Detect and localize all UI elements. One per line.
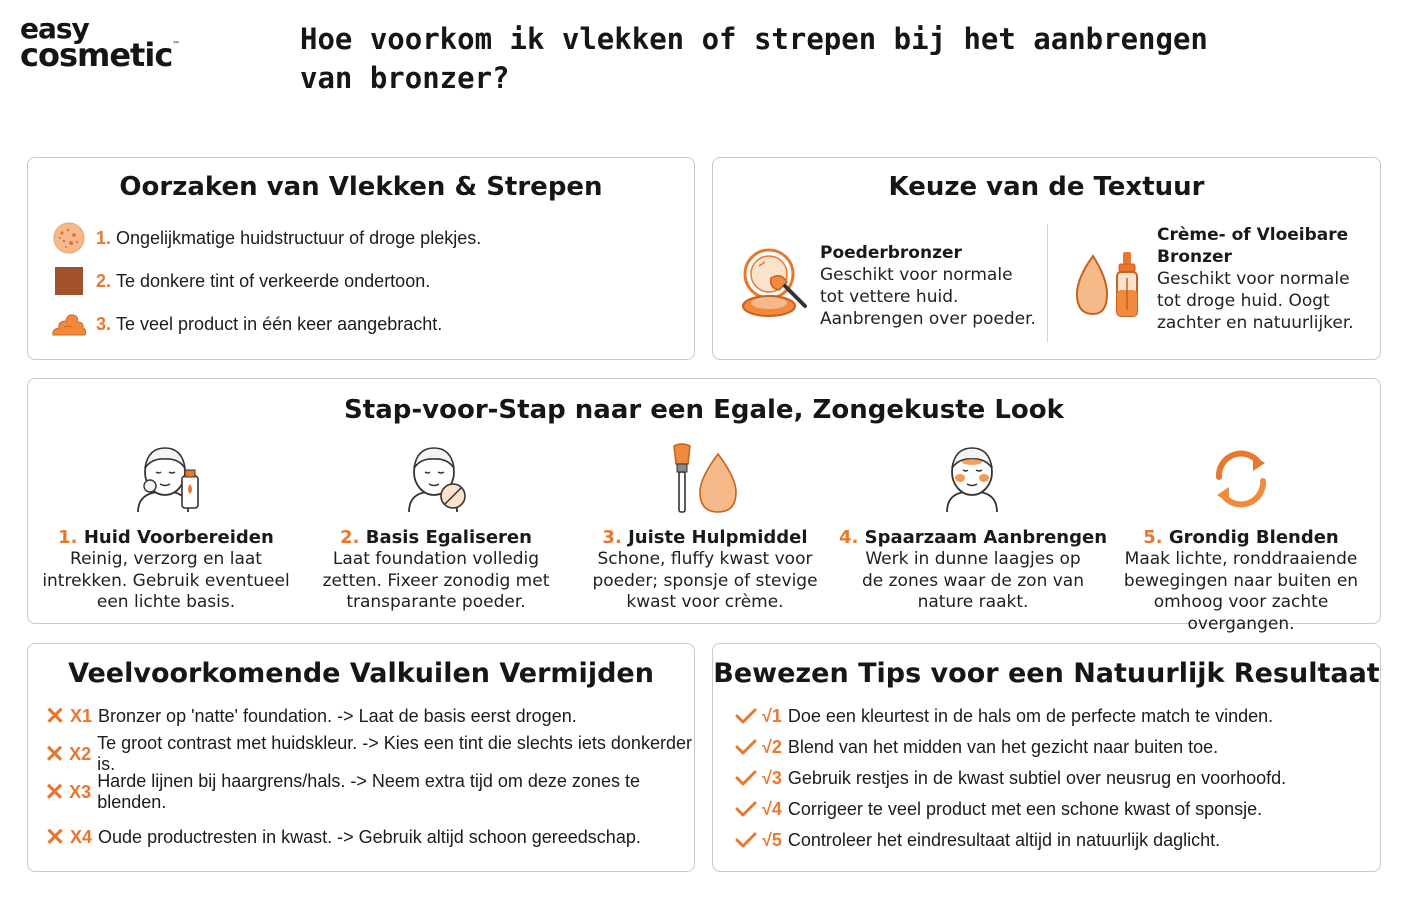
cause-item — [50, 263, 430, 299]
step-item — [570, 437, 840, 614]
powder-bronzer-info — [820, 242, 1040, 330]
powder-desc-line: Geschikt voor normale — [820, 265, 1013, 285]
cause-item — [50, 220, 481, 256]
pitfall-code: X1 — [70, 705, 93, 726]
cream-name-line: Bronzer — [1157, 247, 1232, 267]
step-desc-line: een lichte basis. — [96, 592, 236, 612]
skin-texture-icon — [50, 221, 88, 255]
cross-icon: ✕ — [44, 778, 65, 806]
page-title: Hoe voorkom ik vlekken of strepen bij het aanbrengen van bronzer? — [300, 22, 1208, 95]
face-puff-icon — [301, 437, 571, 521]
check-icon — [733, 766, 759, 790]
step-title: Spaarzaam Aanbrengen — [864, 527, 1108, 548]
pitfalls-panel — [27, 643, 695, 872]
tip-item — [733, 733, 1218, 761]
cause-text: Ongelijkmatige huidstructuur of droge plekjes. — [116, 227, 482, 248]
cause-text: Te donkere tint of verkeerde ondertoon. — [116, 270, 431, 291]
steps-panel — [27, 378, 1381, 634]
product-pile-icon — [50, 307, 88, 341]
step-desc-line: nature raakt. — [917, 592, 1029, 612]
tip-text: Blend van het midden van het gezicht naar buiten toe. — [787, 736, 1219, 757]
tip-code: √5 — [762, 829, 782, 850]
pitfall-item — [42, 771, 694, 812]
step-heading — [1106, 527, 1376, 549]
tip-item — [733, 702, 1273, 730]
tip-text: Corrigeer te veel product met een schone kwast of sponsje. — [787, 798, 1263, 819]
step-desc-line: transparante poeder. — [346, 592, 526, 612]
sponge-dropper-icon — [1073, 248, 1147, 328]
step-heading — [838, 527, 1108, 549]
step-number: 4. — [838, 527, 859, 548]
tip-text: Controleer het eindresultaat altijd in natuurlijk daglicht. — [787, 829, 1221, 850]
cream-bronzer-info — [1157, 224, 1377, 334]
step-number: 3. — [602, 527, 622, 548]
tips-panel — [712, 643, 1381, 872]
causes-panel — [27, 157, 695, 360]
pitfall-text: Te groot contrast met huidskleur. -> Kies een tint die slechts iets donkerder is. — [97, 733, 692, 774]
cause-text: Te veel product in één keer aangebracht. — [116, 313, 443, 334]
step-item — [31, 437, 301, 614]
pitfall-code: X2 — [69, 743, 92, 764]
tip-item — [733, 795, 1262, 823]
tip-text: Gebruik restjes in de kwast subtiel over neusrug en voorhoofd. — [787, 767, 1287, 788]
brand-line-2 — [20, 36, 190, 75]
cream-desc-line: Geschikt voor normale — [1157, 269, 1350, 289]
step-desc-line: intrekken. Gebruik eventueel — [42, 570, 290, 591]
cream-desc-line: zachter en natuurlijker. — [1157, 313, 1354, 333]
cross-icon: ✕ — [44, 740, 65, 768]
step-desc-line: de zones waar de zon van — [861, 570, 1084, 591]
step-title: Huid Voorbereiden — [83, 527, 274, 548]
check-icon — [733, 828, 759, 852]
step-desc-line: Maak lichte, ronddraaiende — [1124, 549, 1358, 569]
pitfall-item — [42, 701, 577, 731]
step-desc-line: zetten. Fixeer zonodig met — [322, 570, 550, 591]
step-number: 2. — [340, 527, 360, 548]
cream-desc-line: tot droge huid. Oogt — [1157, 291, 1330, 311]
tips-title: Bewezen Tips voor een Natuurlijk Resultaat — [713, 658, 1380, 689]
step-item — [838, 437, 1108, 614]
step-desc-line: Werk in dunne laagjes op — [865, 549, 1081, 569]
check-icon — [733, 797, 759, 821]
texture-divider — [1047, 224, 1048, 342]
tip-text: Doe een kleurtest in de hals om de perfecte match te vinden. — [787, 705, 1274, 726]
step-title: Basis Egaliseren — [365, 527, 532, 548]
compact-brush-icon — [741, 244, 813, 328]
step-number: 1. — [58, 527, 78, 548]
circular-arrows-icon — [1106, 437, 1376, 521]
brush-sponge-icon — [570, 437, 840, 521]
pitfall-code: X4 — [70, 826, 93, 847]
face-cream-icon — [31, 437, 301, 521]
tip-item — [733, 826, 1220, 854]
brand-trademark: ™ — [172, 40, 181, 50]
step-heading — [570, 527, 840, 549]
step-desc-line: Laat foundation volledig — [332, 549, 540, 569]
tip-code: √1 — [762, 705, 782, 726]
pitfall-item — [42, 822, 641, 852]
check-icon — [733, 735, 759, 759]
cause-number: 3. — [96, 313, 112, 334]
pitfall-text: Oude productresten in kwast. -> Gebruik altijd schoon gereedschap. — [98, 826, 641, 847]
brand-line-2-text: cosmetic — [20, 36, 173, 75]
step-desc-line: bewegingen naar buiten en — [1123, 570, 1359, 591]
step-desc-line: omhoog voor zachte overgangen. — [1153, 592, 1329, 634]
cross-icon: ✕ — [44, 823, 66, 851]
tip-code: √3 — [762, 767, 782, 788]
cause-number: 1. — [96, 227, 112, 248]
pitfall-item — [42, 733, 694, 774]
step-title: Grondig Blenden — [1168, 527, 1339, 548]
powder-desc-line: tot vettere huid. — [820, 287, 959, 307]
pitfall-text: Bronzer op 'natte' foundation. -> Laat de basis eerst drogen. — [98, 705, 577, 726]
face-zones-icon — [838, 437, 1108, 521]
tip-code: √4 — [762, 798, 782, 819]
color-swatch-icon — [50, 264, 88, 298]
step-desc-line: poeder; sponsje of stevige — [592, 570, 818, 591]
tip-code: √2 — [762, 736, 782, 757]
steps-title: Stap-voor-Stap naar een Egale, Zongekuste Look — [344, 395, 1064, 425]
causes-title: Oorzaken van Vlekken & Strepen — [119, 172, 603, 202]
step-heading — [31, 527, 301, 549]
check-icon — [733, 704, 759, 728]
step-item — [1106, 437, 1376, 635]
step-desc-line: Schone, fluffy kwast voor — [597, 549, 813, 569]
cause-item — [50, 306, 442, 342]
tip-item — [733, 764, 1286, 792]
pitfall-code: X3 — [69, 781, 92, 802]
step-title: Juiste Hulpmiddel — [628, 527, 808, 548]
brand-line-1: easy — [20, 12, 89, 45]
step-item — [301, 437, 571, 614]
pitfall-text: Harde lijnen bij haargrens/hals. -> Neem extra tijd om deze zones te blenden. — [97, 771, 640, 812]
cream-name-line: Crème- of Vloeibare — [1157, 225, 1349, 245]
step-heading — [301, 527, 571, 549]
step-desc-line: Reinig, verzorg en laat — [70, 549, 262, 569]
texture-panel — [712, 157, 1381, 360]
powder-desc-line: Aanbrengen over poeder. — [820, 309, 1036, 329]
texture-title: Keuze van de Textuur — [888, 172, 1205, 202]
cause-number: 2. — [96, 270, 112, 291]
cross-icon: ✕ — [44, 702, 66, 730]
brand-logo — [20, 12, 190, 75]
step-desc-line: kwast voor crème. — [626, 592, 784, 612]
pitfalls-title: Veelvoorkomende Valkuilen Vermijden — [68, 658, 654, 689]
powder-name: Poederbronzer — [820, 243, 962, 263]
step-number: 5. — [1143, 527, 1163, 548]
